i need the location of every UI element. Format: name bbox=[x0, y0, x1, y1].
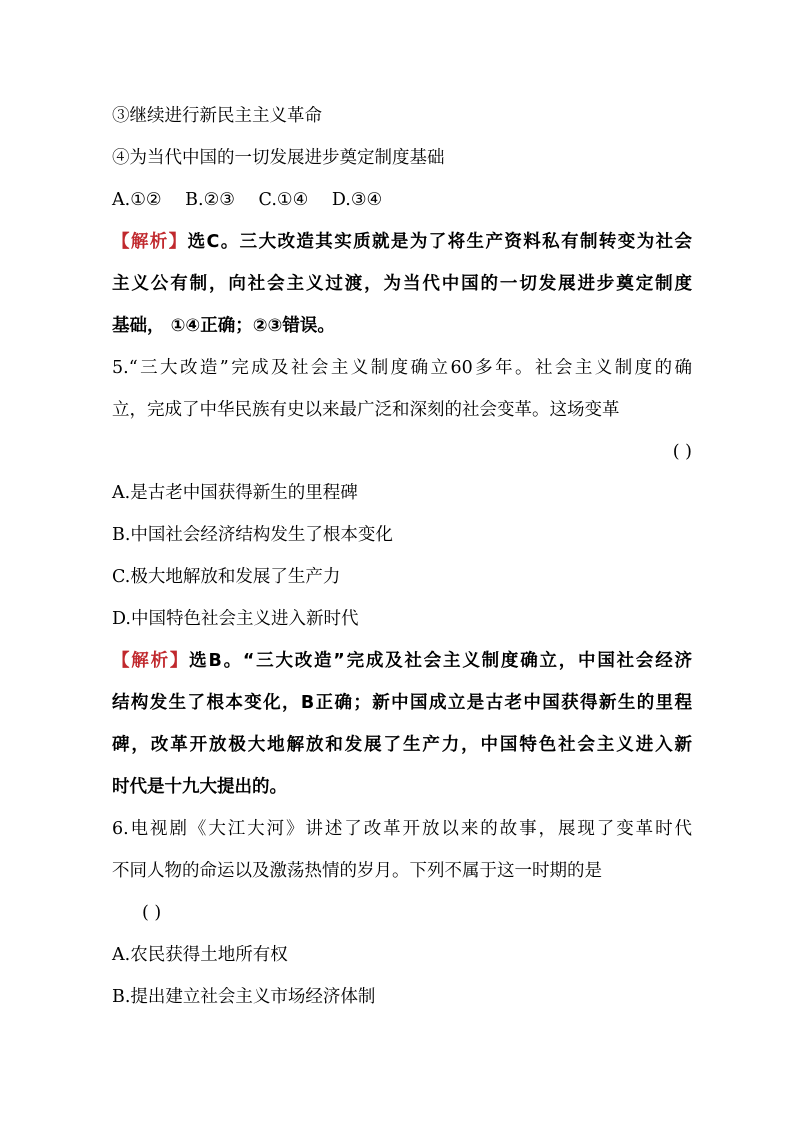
question-6-line-2: 不同人物的命运以及激荡热情的岁月。下列不属于这一时期的是 bbox=[112, 861, 602, 881]
answer-choices bbox=[112, 188, 692, 212]
question-6-option-a: A.农民获得土地所有权 bbox=[112, 945, 288, 965]
analysis-4-line-1: 【解析】选C。三大改造其实质就是为了将生产资料私有制转变为社会 bbox=[112, 232, 693, 252]
analysis-5-line-3: 碑，改革开放极大地解放和发展了生产力，中国特色社会主义进入新 bbox=[112, 735, 692, 755]
analysis-4-line-2: 主义公有制，向社会主义过渡，为当代中国的一切发展进步奠定制度 bbox=[112, 274, 692, 294]
option-3-text: ③继续进行新民主主义革命 bbox=[112, 106, 322, 126]
question-5-option-a: A.是古老中国获得新生的里程碑 bbox=[112, 483, 358, 503]
question-6-option-b: B.提出建立社会主义市场经济体制 bbox=[112, 987, 376, 1007]
question-5-option-b: B.中国社会经济结构发生了根本变化 bbox=[112, 525, 393, 545]
question-5-line-1: 5.“三大改造”完成及社会主义制度确立60多年。社会主义制度的确 bbox=[112, 358, 692, 378]
choice-b: B.②③ bbox=[185, 190, 235, 210]
question-5-option-d: D.中国特色社会主义进入新时代 bbox=[112, 609, 359, 629]
question-6-line-1: 6.电视剧《大江大河》讲述了改革开放以来的故事，展现了变革时代 bbox=[112, 819, 692, 839]
analysis-4-line-3: 基础， ①④正确；②③错误。 bbox=[112, 316, 335, 336]
choice-d: D.③④ bbox=[331, 190, 383, 210]
choice-c: C.①④ bbox=[258, 190, 309, 210]
question-5-answer-blank: ( ) bbox=[672, 442, 692, 462]
option-4-text: ④为当代中国的一切发展进步奠定制度基础 bbox=[112, 148, 445, 168]
analysis-5-line-2: 结构发生了根本变化，B正确；新中国成立是古老中国获得新生的里程 bbox=[112, 693, 692, 713]
analysis-5-line-1: 【解析】选B。“三大改造”完成及社会主义制度确立，中国社会经济 bbox=[112, 651, 692, 671]
analysis-tag: 【解析】 bbox=[112, 232, 188, 252]
question-5-option-c: C.极大地解放和发展了生产力 bbox=[112, 567, 341, 587]
question-6-answer-blank: ( ) bbox=[142, 903, 162, 923]
analysis-5-line-4: 时代是十九大提出的。 bbox=[112, 777, 287, 797]
analysis-tag: 【解析】 bbox=[112, 651, 190, 671]
choice-a: A.①② bbox=[112, 190, 162, 210]
question-5-line-2: 立，完成了中华民族有史以来最广泛和深刻的社会变革。这场变革 bbox=[112, 400, 620, 420]
